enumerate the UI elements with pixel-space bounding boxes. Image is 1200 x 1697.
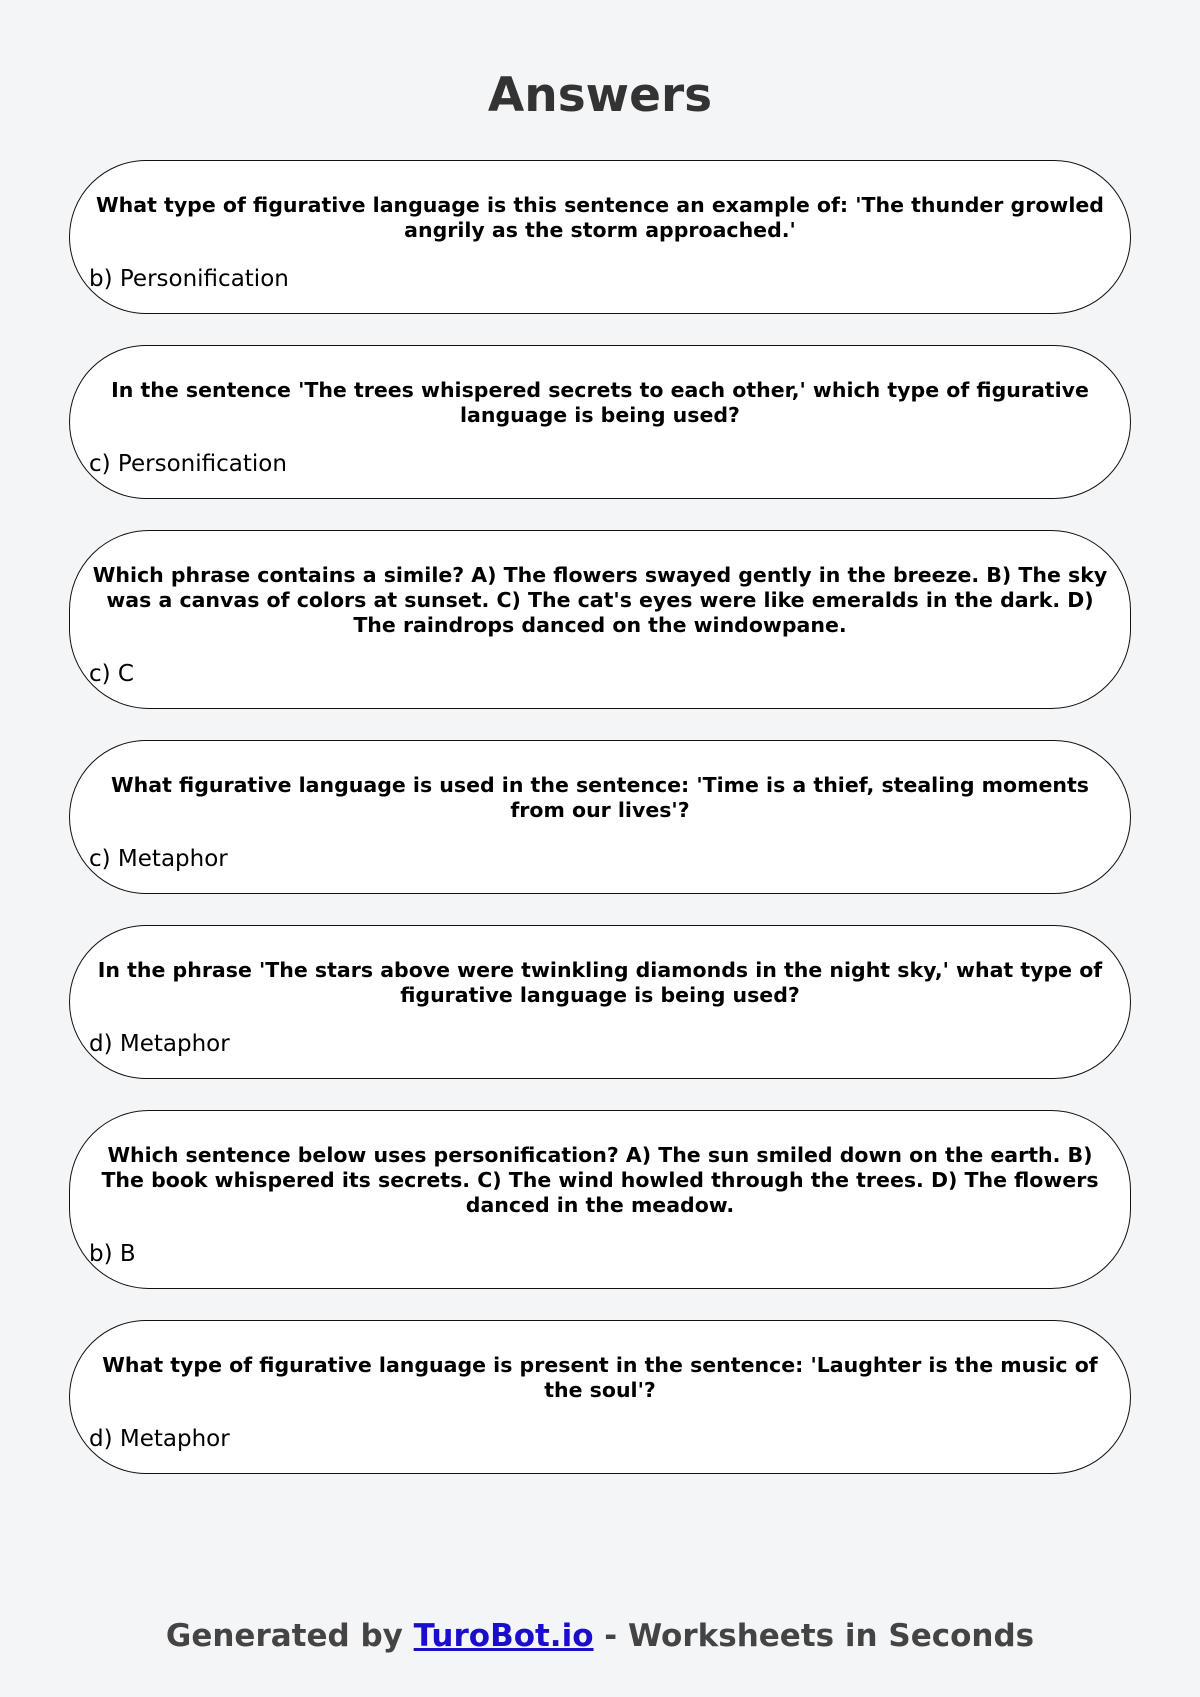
- footer-suffix: - Worksheets in Seconds: [593, 1618, 1035, 1654]
- question-text: In the phrase 'The stars above were twinkling diamonds in the night sky,' what type of figurative language is being used?: [97, 958, 1103, 1007]
- footer-prefix: Generated by: [165, 1618, 414, 1654]
- page-title: Answers: [487, 68, 713, 123]
- answer-card: [69, 530, 1131, 709]
- answer-text: c) Personification: [89, 451, 287, 477]
- question-text: What type of figurative language is present in the sentence: 'Laughter is the music of the soul'?: [102, 1353, 1098, 1402]
- footer: [0, 1618, 1200, 1655]
- question-text: Which sentence below uses personification? A) The sun smiled down on the earth. B) The book whispered its secrets. C) The wind howled through the trees. D) The flowers danced in the meadow.: [101, 1143, 1099, 1217]
- question-text: Which phrase contains a simile? A) The flowers swayed gently in the breeze. B) The sky was a canvas of colors at sunset. C) The cat's eyes were like emeralds in the dark. D) The raindrops danced on the windowpane.: [92, 563, 1108, 637]
- answer-card: [69, 925, 1131, 1079]
- answer-card: [69, 345, 1131, 499]
- answer-text: b) B: [89, 1241, 136, 1267]
- answer-card: [69, 1110, 1131, 1289]
- question-text: What type of figurative language is this sentence an example of: 'The thunder growled angrily as the storm approached.': [96, 193, 1104, 242]
- question-text: What figurative language is used in the sentence: 'Time is a thief, stealing moments from our lives'?: [111, 773, 1089, 822]
- answer-text: c) Metaphor: [89, 846, 228, 872]
- turobot-link[interactable]: TuroBot.io: [413, 1618, 594, 1654]
- answer-card: [69, 740, 1131, 894]
- answer-text: c) C: [89, 661, 134, 687]
- answer-text: b) Personification: [89, 266, 289, 292]
- answer-card: [69, 1320, 1131, 1474]
- answer-card: [69, 160, 1131, 314]
- question-text: In the sentence 'The trees whispered secrets to each other,' which type of figurative language is being used?: [111, 378, 1089, 427]
- answer-text: d) Metaphor: [89, 1426, 230, 1452]
- answer-text: d) Metaphor: [89, 1031, 230, 1057]
